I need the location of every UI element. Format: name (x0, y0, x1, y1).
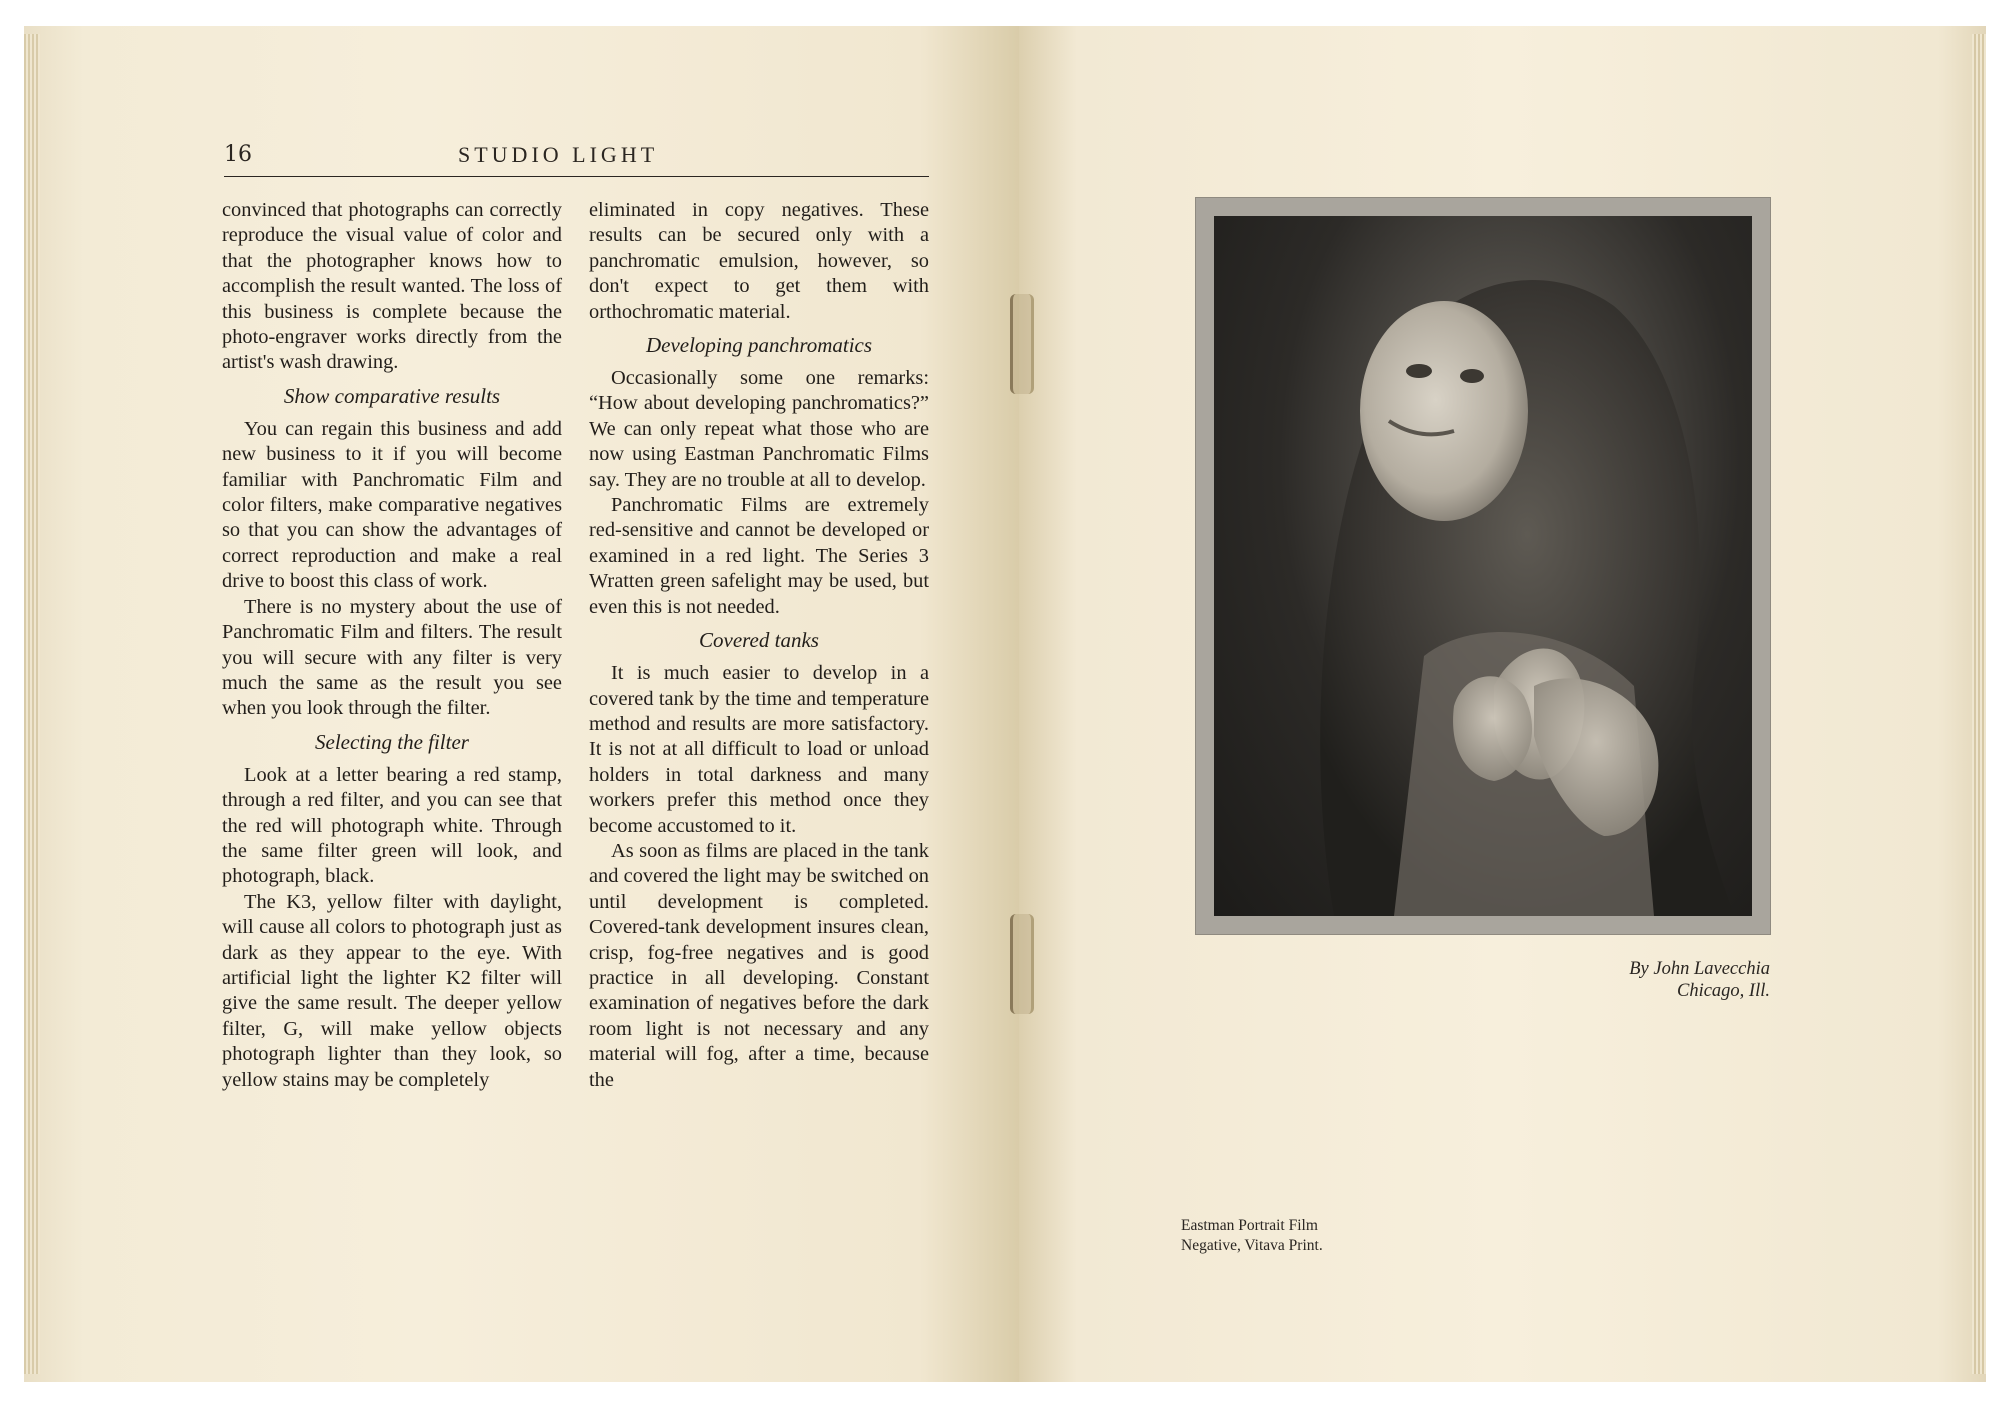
text-column-2 (589, 198, 929, 1093)
photo-mount (1196, 198, 1770, 934)
binding-staple-bottom (1010, 914, 1034, 1014)
paragraph: The K3, yellow filter with daylight, will cause all colors to photograph just as dark as they appear to the eye. With artificial light the lighter K2 filter will give the same result. The deeper yellow filter, G, will make yellow objects photograph lighter than they look, so yellow stains may be completely (222, 890, 562, 1091)
paragraph: convinced that photographs can correctly reproduce the visual value of color and that the photographer knows how to accomplish the result wanted. The loss of this business is complete because the photo-engraver works directly from the artist's wash drawing. (222, 199, 562, 374)
paragraph: eliminated in copy negatives. These results can be secured only with a panchromatic emulsion, however, so don't expect to get them with orthochromatic material. (589, 199, 929, 323)
process-note-line-1: Eastman Portrait Film (1181, 1217, 1318, 1234)
running-title: STUDIO LIGHT (458, 142, 659, 167)
page-edge-stack-left (24, 34, 40, 1374)
paragraph: As soon as films are placed in the tank and covered the light may be switched on until development is completed. Covered-tank development insures clean, crisp, fog-free negatives and is good practice in all developing. Constant examination of negatives before the dark room light is not necessary and any material will fog, after a time, because the (589, 839, 929, 1091)
process-note-line-2: Negative, Vitava Print. (1181, 1237, 1323, 1254)
page-edge-stack-right (1972, 34, 1986, 1374)
portrait-photograph (1214, 216, 1752, 916)
section-heading-developing-panchromatics: Developing panchromatics (645, 333, 873, 358)
photographer-location: Chicago, Ill. (1676, 981, 1770, 1001)
photographer-credit: By John Lavecchia (1629, 959, 1770, 979)
paragraph: You can regain this business and add new business to it if you will become familiar with Panchromatic Film and color filters, make comparative negatives so that you can show the advantages of correct reproduction and make a real drive to boost this class of work. (222, 417, 562, 593)
paragraph: Look at a letter bearing a red stamp, through a red filter, and you can see that the red will photograph white. Through the same filter green will look, and photograph, black. (222, 763, 562, 888)
photo-credit (1464, 958, 1770, 1002)
section-heading-covered-tanks: Covered tanks (699, 628, 819, 653)
open-booklet-spread (24, 26, 1986, 1382)
binding-staple-top (1010, 294, 1034, 394)
section-heading-selecting-the-filter: Selecting the filter (315, 729, 469, 754)
portrait-illustration (1214, 216, 1752, 916)
paragraph: It is much easier to develop in a covered tank by the time and temperature method and results are more satisfactory. It is not at all difficult to load or unload holders in total darkness and many workers prefer this method once they become accustomed to it. (589, 662, 929, 837)
paragraph: Panchromatic Films are extremely red-sensitive and cannot be developed or examined in a red light. The Series 3 Wratten green safelight may be used, but even this is not needed. (589, 494, 929, 618)
page-header (224, 142, 929, 177)
photo-process-note (1181, 1216, 1401, 1256)
paragraph: There is no mystery about the use of Panchromatic Film and filters. The result you will secure with any filter is very much the same as the result you see when you look through the filter. (222, 595, 562, 720)
text-column-1 (222, 198, 562, 1093)
page-number: 16 (224, 142, 252, 167)
paragraph: Occasionally some one remarks: “How about developing panchromatics?” We can only repeat what those who are now using Eastman Panchromatic Films say. They are no trouble at all to develop. (589, 367, 929, 491)
section-heading-show-comparative-results: Show comparative results (283, 383, 501, 408)
